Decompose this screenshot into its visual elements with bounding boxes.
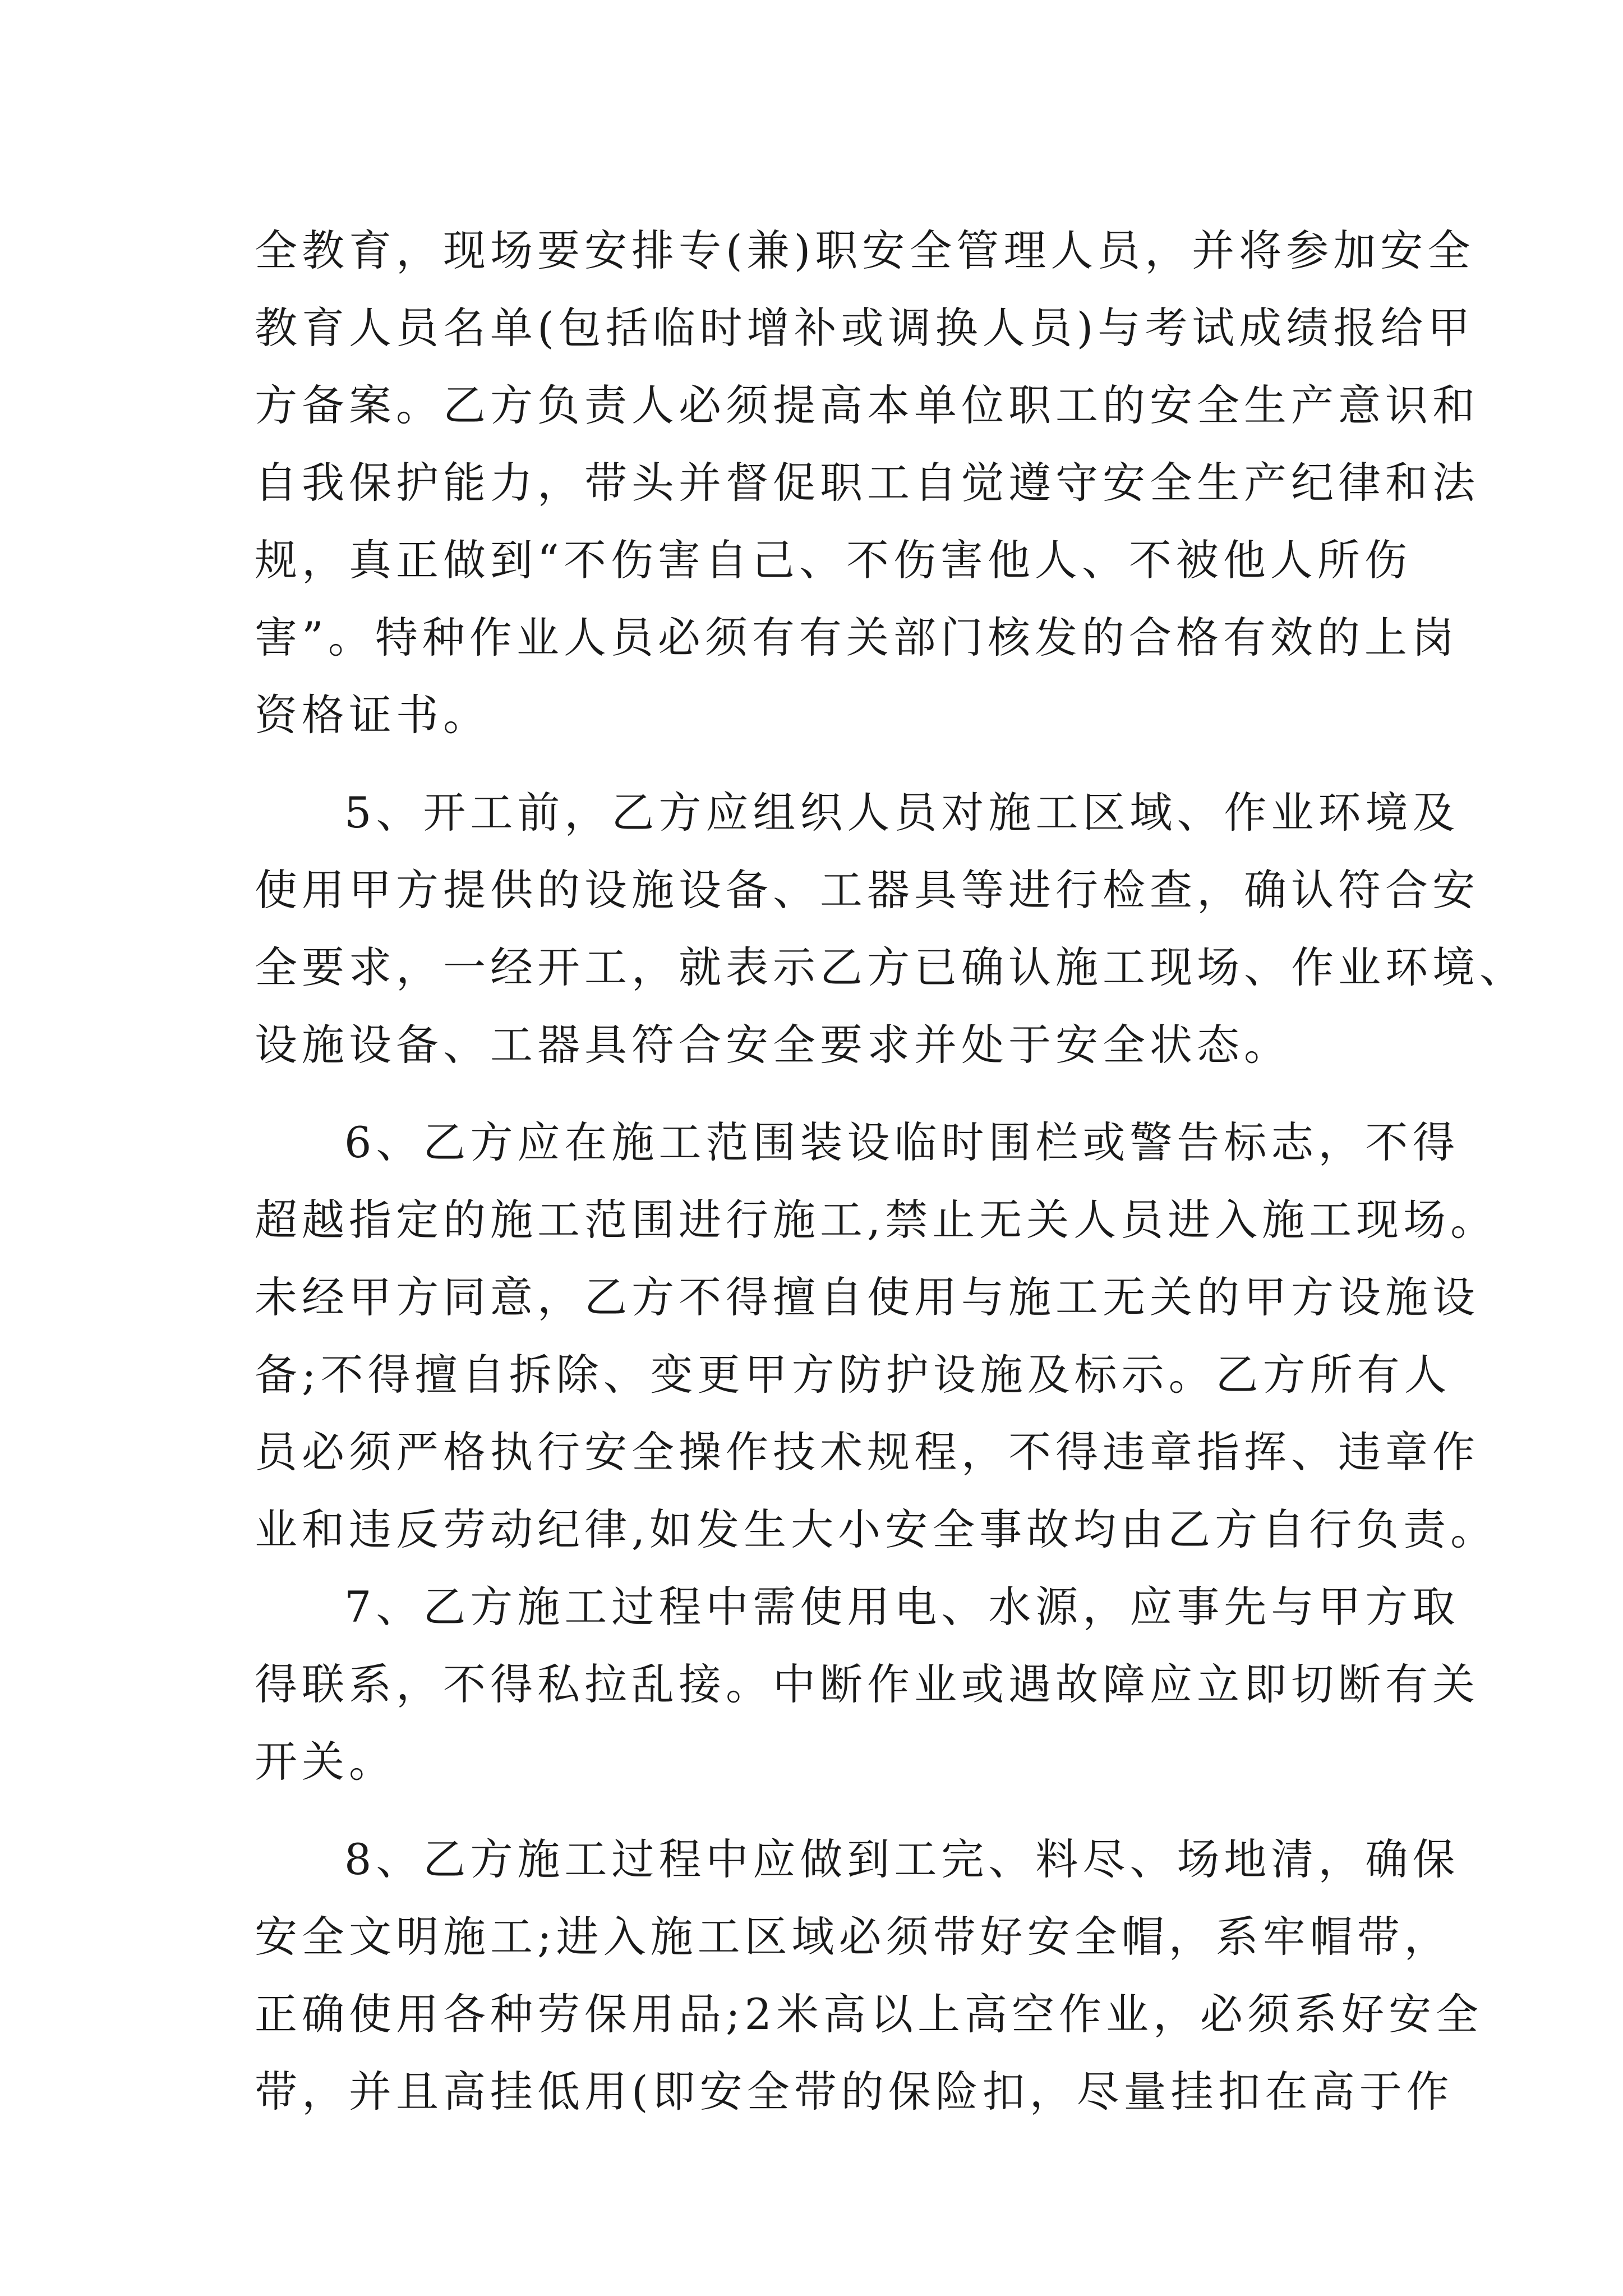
text-line: 全要求，一经开工，就表示乙方已确认施工现场、作业环境、 [255,942,1527,992]
text-line: 带，并且高挂低用(即安全带的保险扣，尽量挂扣在高于作 [255,2067,1454,2116]
paragraph-clause-5 [255,774,1527,1084]
text-line: 自我保护能力，带头并督促职工自觉遵守安全生产纪律和法 [255,458,1479,508]
text-line: 6、乙方应在施工范围装设临时围栏或警告标志，不得 [344,1117,1460,1167]
text-line: 害”。特种作业人员必须有有关部门核发的合格有效的上岗 [255,613,1459,662]
text-line: 7、乙方施工过程中需使用电、水源，应事先与甲方取 [344,1582,1460,1632]
text-line: 超越指定的施工范围进行施工,禁止无关人员进入施工现场。 [255,1195,1498,1245]
text-line: 资格证书。 [255,690,490,740]
text-line: 使用甲方提供的设施设备、工器具等进行检查，确认符合安 [255,865,1479,915]
paragraph-clause-8 [255,1821,1483,2131]
paragraph-safety-education [255,212,1479,754]
text-line: 5、开工前，乙方应组织人员对施工区域、作业环境及 [344,788,1460,838]
text-line: 备;不得擅自拆除、变更甲方防护设施及标示。乙方所有人 [255,1350,1451,1400]
text-line: 方备案。乙方负责人必须提高本单位职工的安全生产意识和 [255,380,1479,430]
text-line: 开关。 [255,1737,396,1787]
document-body [255,212,1527,2131]
text-line: 正确使用各种劳保用品;2米高以上高空作业，必须系好安全 [255,1989,1483,2039]
text-line: 全教育，现场要安排专(兼)职安全管理人员，并将参加安全 [255,226,1475,275]
text-line: 得联系，不得私拉乱接。中断作业或遇故障应立即切断有关 [255,1659,1479,1709]
paragraph-clause-7 [255,1568,1479,1801]
text-line: 业和违反劳动纪律,如发生大小安全事故均由乙方自行负责。 [255,1504,1498,1554]
text-line: 安全文明施工;进入施工区域必须带好安全帽，系牢帽带， [255,1912,1451,1962]
text-line: 员必须严格执行安全操作技术规程，不得违章指挥、违章作 [255,1427,1479,1477]
paragraph-clause-6 [255,1104,1498,1568]
text-line: 未经甲方同意，乙方不得擅自使用与施工无关的甲方设施设 [255,1272,1479,1322]
text-line: 教育人员名单(包括临时增补或调换人员)与考试成绩报给甲 [255,303,1475,353]
text-line: 设施设备、工器具符合安全要求并处于安全状态。 [255,1020,1291,1070]
text-line: 8、乙方施工过程中应做到工完、料尽、场地清，确保 [344,1834,1460,1884]
text-line: 规，真正做到“不伤害自己、不伤害他人、不被他人所伤 [255,535,1412,585]
